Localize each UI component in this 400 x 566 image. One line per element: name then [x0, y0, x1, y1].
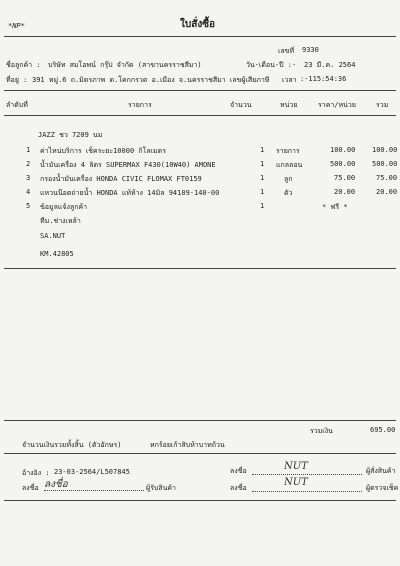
time-label: เวลา: [282, 76, 297, 84]
row-no: 2: [26, 160, 31, 168]
divider: [4, 420, 396, 421]
row-item: แหวนน๊อตถ่ายน้ำ HONDA แท้ห้าง 14มิล 94109-140-00: [40, 189, 220, 197]
sign-right2-label: ลงชื่อ: [230, 484, 247, 492]
signature-nut-2: NUT: [284, 477, 308, 488]
signature-line: [44, 490, 144, 491]
row-unit: รายการ: [276, 147, 300, 155]
doc-no-label: เลขที่: [278, 47, 295, 55]
amount-words-label: จำนวนเงินรวมทั้งสิ้น (ตัวอักษร): [22, 441, 122, 449]
vehicle-line: JAZZ ชว 7209 นม: [38, 131, 103, 139]
row-item: ค่าไหน่บริการ เช็คระยะ10000 กิโลเมตร: [40, 147, 166, 155]
row-price: 75.00: [334, 174, 356, 182]
doc-no: 9330: [302, 46, 319, 54]
signature-line: [252, 474, 362, 475]
sign-right1-label: ลงชื่อ: [230, 467, 247, 475]
address-value: 391 หมู่.6 ถ.มิตรภาพ ต.โคกกรวด อ.เมือง จ.นครราชสีมา เลขผู้เสียภาษี: [32, 76, 270, 84]
row-price: 20.00: [334, 188, 356, 196]
table-row: [0, 160, 400, 171]
date-value: 23 มี.ค. 2564: [304, 61, 356, 69]
table-row: [0, 146, 400, 157]
row-qty: 1: [260, 174, 265, 182]
row-no: 4: [26, 188, 31, 196]
row-total: 500.00: [372, 160, 398, 168]
row-price: 500.00: [330, 160, 356, 168]
note-line: ทีม.ช่างเหล้า: [40, 217, 81, 225]
total-label: รวมเงิน: [310, 427, 333, 435]
row-no: 3: [26, 174, 31, 182]
sign-left-label: ลงชื่อ: [22, 484, 39, 492]
sign-left-role: ผู้รับสินค้า: [146, 484, 176, 492]
ref-value: 23-03-2564/L507845: [54, 468, 130, 476]
divider: [4, 268, 396, 269]
address-label: ที่อยู่ :: [6, 76, 28, 84]
row-unit: ลูก: [284, 175, 293, 183]
row-no: 5: [26, 202, 31, 210]
col-item-header: รายการ: [128, 101, 152, 109]
total-value: 695.00: [370, 426, 396, 434]
table-header: [0, 100, 400, 111]
col-total-header: รวม: [376, 101, 389, 109]
page-title: ใบสั่งซื้อ: [180, 19, 216, 30]
row-qty: 1: [260, 202, 265, 210]
table-row: [0, 202, 400, 213]
row-item: กรองน้ำมันเครื่อง HONDA CIVIC FLOMAX FT0159: [40, 175, 202, 183]
row-price: 100.00: [330, 146, 356, 154]
row-total: 100.00: [372, 146, 398, 154]
customer-name: บริษัท สมโอพน์ กรุ๊ป จำกัด (สาขานครราชสีมา): [48, 61, 202, 69]
row-total: 75.00: [376, 174, 398, 182]
col-qty-header: จำนวน: [230, 101, 252, 109]
divider: [4, 500, 396, 501]
divider: [4, 36, 396, 37]
table-row: [0, 174, 400, 185]
divider: [4, 90, 396, 91]
row-qty: 1: [260, 188, 265, 196]
note-line: SA.NUT: [40, 232, 66, 240]
row-no: 1: [26, 146, 31, 154]
divider: [4, 115, 396, 116]
date-label: วัน-เดือน-ปี :-: [246, 61, 297, 69]
col-price-header: ราคา/หน่วย: [318, 101, 356, 109]
table-row: [0, 188, 400, 199]
divider: [4, 453, 396, 454]
np-mark: *NP*: [8, 22, 25, 30]
signature-nut: NUT: [284, 461, 308, 472]
row-qty: 1: [260, 146, 265, 154]
signature-line: [252, 491, 362, 492]
row-total: 20.00: [376, 188, 398, 196]
note-line: KM.42805: [40, 250, 74, 258]
customer-label: ชื่อลูกค้า :: [6, 61, 41, 69]
row-qty: 1: [260, 160, 265, 168]
amount-words: หกร้อยเก้าสิบห้าบาทถ้วน: [150, 441, 225, 449]
sign-right2-role: ผู้ตรวจเช็ค: [366, 484, 399, 492]
sign-right1-role: ผู้สั่งสินค้า: [366, 467, 396, 475]
time-value: :-115:54:36: [300, 75, 347, 83]
col-unit-header: หน่วย: [280, 101, 298, 109]
row-item: ข้อมูลแจ้งลูกค้า: [40, 203, 88, 211]
col-no-header: ลำดับที่: [6, 101, 28, 109]
ref-label: อ้างอิง :: [22, 469, 50, 477]
row-unit: ตัว: [284, 189, 293, 197]
row-unit: แกลลอน: [276, 161, 303, 169]
signature-receiver: ลงชื่อ: [44, 479, 68, 490]
row-price: * ฟรี *: [322, 203, 348, 211]
row-item: น้ำมันเครื่อง 4 ลิตร SUPERMAX F430(10W40) AMONE: [40, 161, 216, 169]
